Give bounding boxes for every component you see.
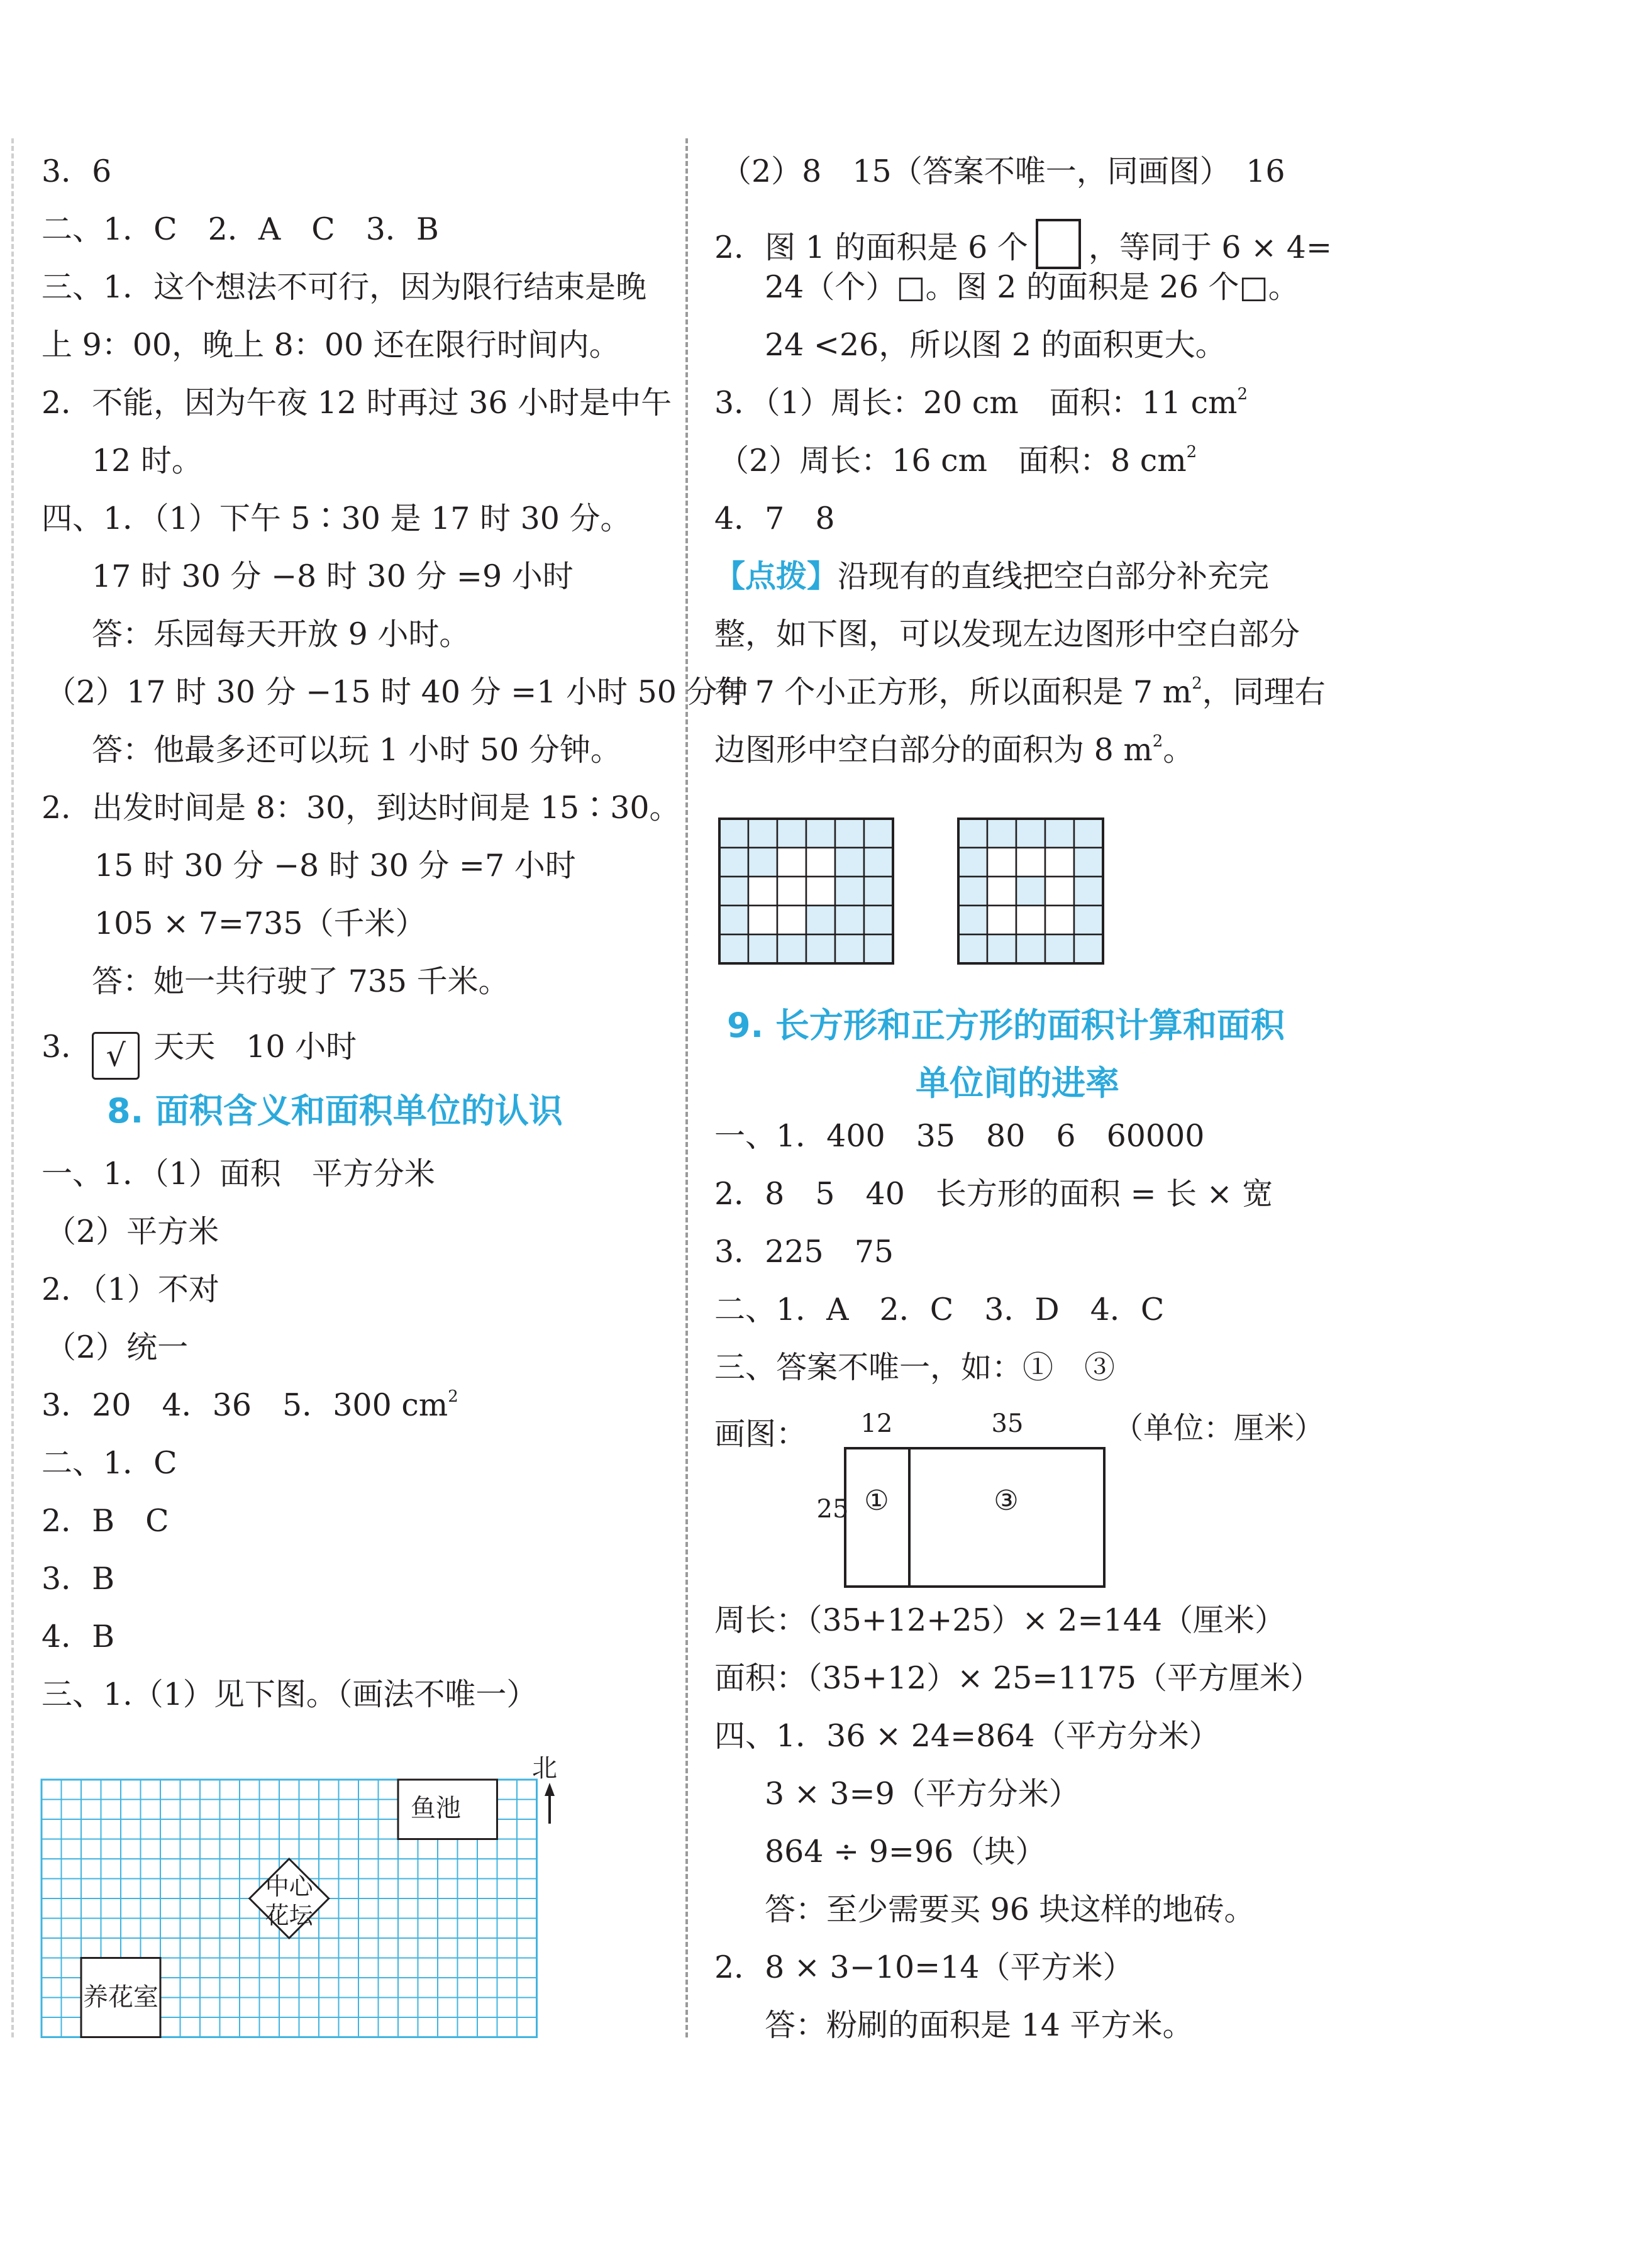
grid-cell (1016, 934, 1045, 963)
height-25-label: 25 (816, 1495, 849, 1524)
grid-cell (958, 848, 987, 877)
region-1-label: ① (864, 1485, 889, 1517)
answer-line (714, 385, 1248, 421)
section-9-title-line2: 单位间的进率 (916, 1063, 1119, 1103)
grid-cell (1016, 848, 1045, 877)
answer-line (42, 1387, 458, 1423)
check-mark-box: √ (92, 1032, 140, 1080)
grid-cell (1045, 877, 1074, 906)
answer-line: 2．出发时间是 8：30，到达时间是 15∶30。 (42, 790, 680, 826)
width-12-label: 12 (860, 1409, 893, 1438)
tip-text: 。 (1163, 732, 1194, 768)
tip-text: ，同理右 (1202, 674, 1326, 710)
grid-cell (806, 877, 835, 906)
grid-cell (864, 906, 893, 934)
answer-line: 4．7 8 (714, 501, 835, 536)
grid-cell (748, 906, 777, 934)
q3-answer: 天天 10 小时 (153, 1029, 357, 1065)
answer-line: 周长：（35+12+25）× 2=144（厘米） (714, 1602, 1286, 1638)
grid-cell (719, 819, 748, 848)
width-35-label: 35 (991, 1409, 1024, 1438)
answer-line: （2）平方米 (45, 1214, 219, 1250)
north-arrowhead-icon (545, 1783, 555, 1796)
grid-cell (806, 819, 835, 848)
answer-line: 24（个）□。图 2 的面积是 26 个□。 (765, 269, 1299, 305)
answer-line: 四、1．36 × 24=864（平方分米） (714, 1718, 1220, 1754)
answer-line: 12 时。 (92, 443, 202, 479)
grid-cell (777, 934, 806, 963)
grid-cell (748, 848, 777, 877)
grid-cell (1074, 819, 1103, 848)
region-3-label: ③ (994, 1485, 1019, 1517)
answer-line: 四、1．（1）下午 5∶30 是 17 时 30 分。 (42, 501, 631, 536)
answer-line: 三、答案不唯一，如：① ③ (714, 1349, 1116, 1385)
grid-cell (748, 934, 777, 963)
answer-line: 上 9：00，晚上 8：00 还在限行时间内。 (42, 327, 620, 363)
grid-cell (719, 877, 748, 906)
answer-line: 15 时 30 分 −8 时 30 分 =7 小时 (94, 848, 576, 884)
answer-line: 2．B C (42, 1503, 169, 1539)
answer-line: 17 时 30 分 −8 时 30 分 =9 小时 (92, 558, 574, 594)
answer-line: 3．6 (42, 153, 112, 189)
grid-cell (1074, 877, 1103, 906)
tip-text: 沿现有的直线把空白部分补充完 (838, 558, 1270, 594)
q3-1-text: 3．（1）周长：20 cm 面积：11 cm (714, 385, 1238, 421)
answer-line: （2）统一 (45, 1329, 189, 1365)
map-labels (42, 1754, 582, 2050)
fishpond-label: 鱼池 (410, 1793, 461, 1823)
grid-cell (987, 906, 1016, 934)
superscript: 2 (448, 1387, 458, 1406)
grid-cell (1045, 848, 1074, 877)
left-margin-line (11, 138, 14, 2037)
grid-cell (1016, 819, 1045, 848)
grid-cell (719, 906, 748, 934)
answer-line: 864 ÷ 9=96（块） (765, 1834, 1046, 1870)
answer-line: （2）17 时 30 分 −15 时 40 分 =1 小时 50 分钟 (45, 674, 748, 710)
grid-cell (835, 906, 864, 934)
grid-cell (719, 848, 748, 877)
answer-line: 二、1．C 2．A C 3．B (42, 211, 439, 247)
section-8-title: 8. 面积含义和面积单位的认识 (107, 1091, 563, 1131)
answer-line: 面积：（35+12）× 25=1175（平方厘米） (714, 1660, 1321, 1696)
answer-line: 一、1．（1）面积 平方分米 (42, 1156, 435, 1192)
greenhouse-label: 养花室 (83, 1983, 158, 2012)
answer-line: 2．（1）不对 (42, 1272, 219, 1307)
grid-cell (1074, 906, 1103, 934)
grid-cell (748, 877, 777, 906)
answer-line: 4．B (42, 1619, 115, 1654)
grid-cell (864, 877, 893, 906)
grid-cell (864, 819, 893, 848)
grid-cell (835, 819, 864, 848)
grid-cell (777, 877, 806, 906)
grid-cell (777, 848, 806, 877)
answer-line: 答：他最多还可以玩 1 小时 50 分钟。 (92, 732, 621, 768)
figure-2-grid (956, 816, 1107, 965)
answer-line: 2．8 5 40 长方形的面积 = 长 × 宽 (714, 1176, 1273, 1212)
grid-cell (719, 934, 748, 963)
answer-line-q3 (42, 1031, 357, 1080)
grid-cell (777, 819, 806, 848)
flowerbed-label-1: 中心 (265, 1873, 313, 1900)
grid-cell (806, 848, 835, 877)
grid-cell (835, 877, 864, 906)
grid-cell (806, 934, 835, 963)
answer-line: 答：粉刷的面积是 14 平方米。 (765, 2007, 1194, 2043)
answer-line: （2）8 15（答案不唯一，同画图） 16 (721, 153, 1285, 189)
tip-line (714, 674, 1326, 710)
tip-line (714, 558, 1270, 594)
answer-line: 答：乐园每天开放 9 小时。 (92, 616, 470, 652)
grid-cell (1016, 877, 1045, 906)
superscript: 2 (1152, 732, 1163, 751)
answer-line: 一、1．400 35 80 6 60000 (714, 1118, 1205, 1154)
unit-label: （单位：厘米） (1113, 1410, 1325, 1446)
superscript: 2 (1186, 443, 1197, 462)
grid-cell (1074, 848, 1103, 877)
answer-line: 2．不能，因为午夜 12 时再过 36 小时是中午 (42, 385, 672, 421)
answer-line: 答：至少需要买 96 块这样的地砖。 (765, 1892, 1255, 1927)
tip-line: 整，如下图，可以发现左边图形中空白部分 (714, 616, 1300, 652)
answer-line: 二、1．C (42, 1445, 177, 1481)
grid-cell (748, 819, 777, 848)
flowerbed-label-2: 花坛 (265, 1902, 313, 1929)
grid-cell (958, 906, 987, 934)
answer-line: 三、1．这个想法不可行，因为限行结束是晚 (42, 269, 647, 305)
answer-line: 3．225 75 (714, 1234, 894, 1270)
drawing-label: 画图： (714, 1416, 807, 1452)
answer-line: 三、1.（1）见下图。（画法不唯一） (42, 1676, 538, 1712)
q2-text-1: 2．图 1 的面积是 6 个 (714, 230, 1028, 265)
tip-text: 有 7 个小正方形，所以面积是 7 m (714, 674, 1192, 710)
grid-cell (987, 877, 1016, 906)
section-9-title: 9. 长方形和正方形的面积计算和面积 (727, 1006, 1285, 1045)
rectangle-drawing (805, 1405, 1371, 1594)
grid-cell (1045, 934, 1074, 963)
grid-cell (1045, 819, 1074, 848)
grid-cell (958, 877, 987, 906)
grid-cell (864, 934, 893, 963)
grid-cell (987, 848, 1016, 877)
grid-cell (987, 819, 1016, 848)
q3-2-text: （2）周长：16 cm 面积：8 cm (718, 443, 1187, 479)
answer-line: 答：她一共行驶了 735 千米。 (92, 963, 509, 999)
answer-line: 二、1．A 2．C 3．D 4．C (714, 1292, 1165, 1327)
answer-line: 2．8 × 3−10=14（平方米） (714, 1949, 1134, 1985)
grid-cell (1016, 906, 1045, 934)
big-rectangle (845, 1448, 1104, 1587)
q3-prefix: 3． (42, 1029, 92, 1065)
figure-1-grid (717, 816, 899, 965)
tip-label: 【点拨】 (714, 558, 838, 594)
answer-line: 105 × 7=735（千米） (94, 906, 426, 941)
answer-line: 3 × 3=9（平方分米） (765, 1776, 1080, 1812)
answer-line-q2 (714, 219, 1332, 269)
grid-cell (806, 906, 835, 934)
grid-cell (835, 934, 864, 963)
grid-cell (777, 906, 806, 934)
answer-line: 3．B (42, 1561, 115, 1597)
column-divider (685, 138, 688, 2037)
answer-line: 24 <26，所以图 2 的面积更大。 (765, 327, 1226, 363)
superscript: 2 (1192, 674, 1202, 693)
tip-line (714, 732, 1194, 768)
grid-cell (835, 848, 864, 877)
unit-square-icon (1036, 219, 1081, 269)
grid-cell (987, 934, 1016, 963)
answer-line (718, 443, 1197, 479)
grid-cell (1045, 906, 1074, 934)
grid-cell (958, 934, 987, 963)
q2-text-2: ，等同于 6 × 4= (1088, 230, 1333, 265)
superscript: 2 (1237, 385, 1248, 404)
grid-cell (864, 848, 893, 877)
s8-q3-text: 3．20 4．36 5．300 cm (42, 1387, 448, 1423)
tip-text: 边图形中空白部分的面积为 8 m (714, 732, 1153, 768)
grid-cell (1074, 934, 1103, 963)
north-label: 北 (532, 1754, 557, 1783)
grid-cell (958, 819, 987, 848)
